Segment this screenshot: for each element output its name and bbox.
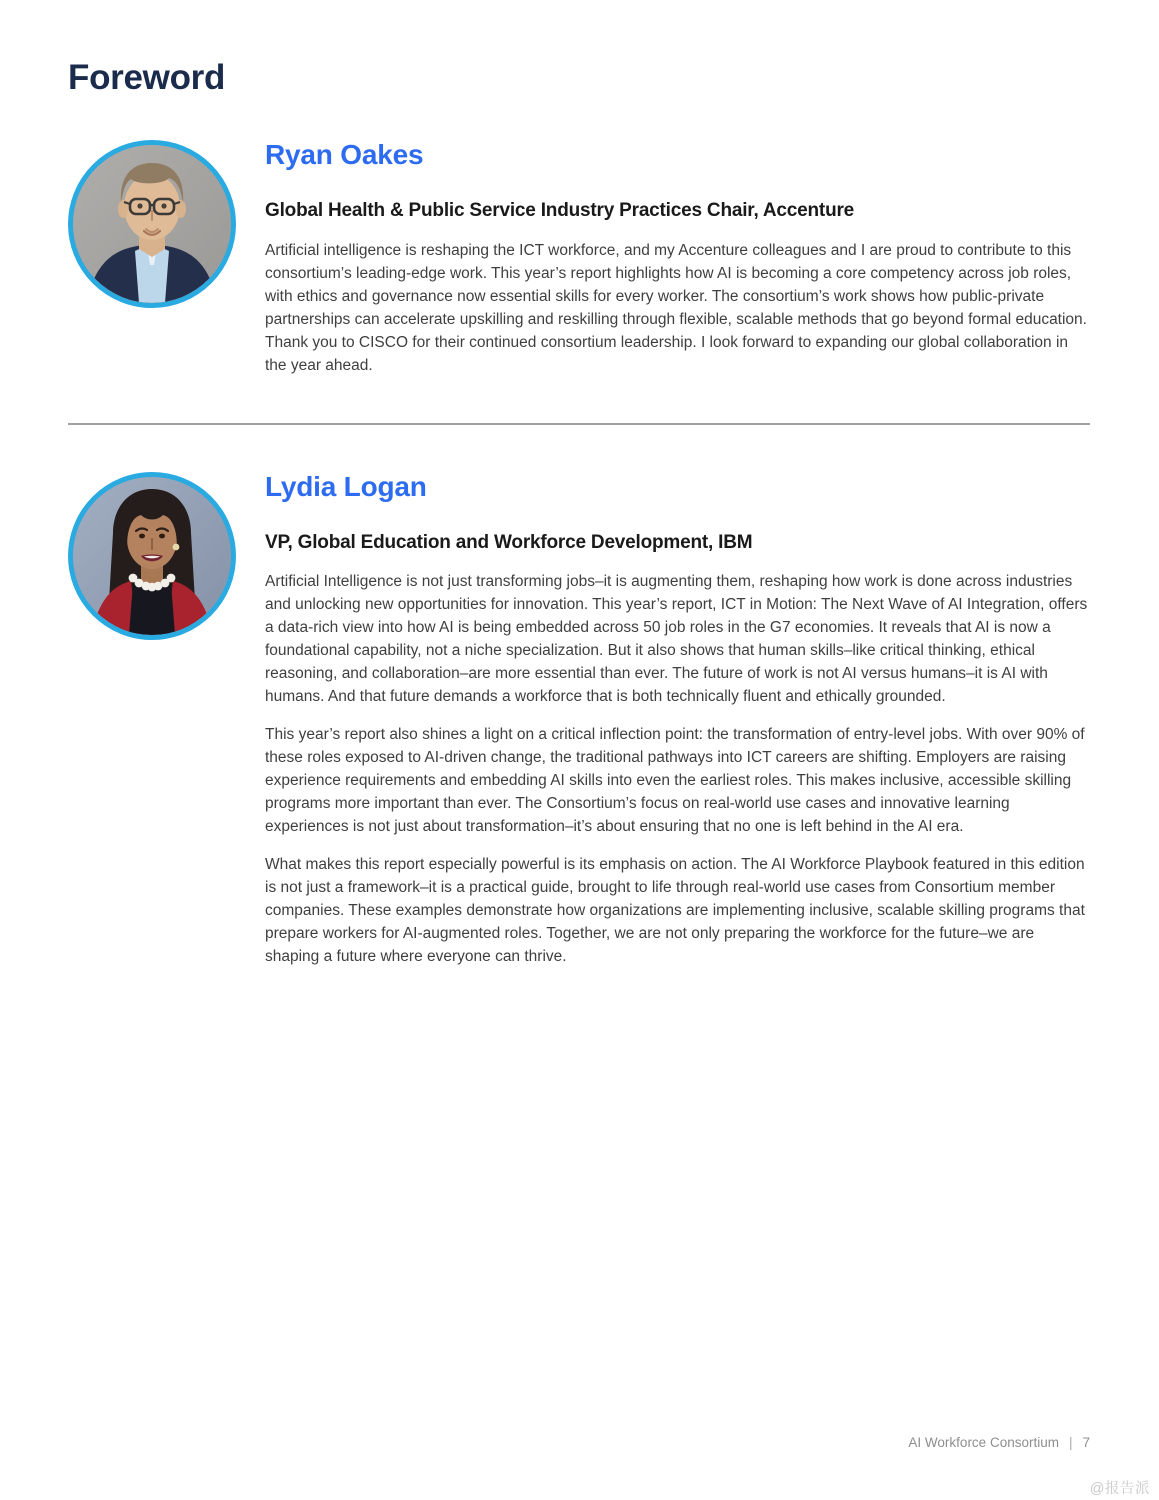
footer-report-name: AI Workforce Consortium (908, 1435, 1059, 1450)
author-bio (265, 239, 1090, 377)
footer-page-number: 7 (1082, 1435, 1090, 1450)
bio-paragraph: Artificial intelligence is reshaping the ICT workforce, and my Accenture colleagues and I are proud to contribute to this consortium’s leading-edge work. This year’s report highlights how AI is becoming a core competency across job roles, with ethics and governance now essential skills for every worker. The consortium’s work shows how public-private partnerships can accelerate upskilling and reskilling through flexible, scalable methods that go beyond formal education. Thank you to CISCO for their continued consortium leadership. I look forward to expanding our global collaboration in the year ahead. (265, 241, 1087, 374)
author-role: Global Health & Public Service Industry Practices Chair, Accenture (265, 200, 855, 222)
ryan-oakes-portrait-illustration (73, 145, 231, 303)
author-name: Ryan Oakes (265, 139, 424, 171)
lydia-logan-portrait-illustration (73, 477, 231, 635)
bio-paragraph: This year’s report also shines a light on a critical inflection point: the transformation of entry-level jobs. With over 90% of these roles exposed to AI-driven change, the traditional pathways into ICT careers are shifting. Employers are raising experience requirements and embedding AI skills into even the earliest roles. This makes inclusive, accessible skilling programs more important than ever. The Consortium’s focus on real-world use cases and innovative learning experiences is not just about transformation–it’s about ensuring that no one is left behind in the AI era. (265, 726, 1085, 836)
ryan-oakes-text-block (236, 140, 1090, 377)
section-divider (68, 423, 1090, 425)
lydia-logan-text-block (236, 472, 1090, 969)
foreword-entry-ryan-oakes (68, 140, 1090, 377)
bio-paragraph: Artificial Intelligence is not just transforming jobs–it is augmenting them, reshaping how work is done across industries and unlocking new opportunities for innovation. This year’s report, ICT in Motion: The Next Wave of AI Integration, offers a data-rich view into how AI is being embedded across 50 job roles in the G7 economies. It reveals that AI is now a foundational capability, not a niche specialization. But it also shows that human skills–like critical thinking, ethical reasoning, and collaboration–are more essential than ever. The future of work is not AI versus humans–it is AI with humans. And that future demands a workforce that is both technically fluent and ethically grounded. (265, 573, 1088, 706)
watermark: @报告派 (1089, 1481, 1150, 1497)
footer-separator: | (1068, 1435, 1073, 1450)
author-bio (265, 570, 1090, 968)
lydia-logan-photo (68, 472, 236, 640)
ryan-oakes-photo (68, 140, 236, 308)
author-role: VP, Global Education and Workforce Development, IBM (265, 531, 753, 553)
page-footer (908, 1435, 1090, 1451)
bio-paragraph: What makes this report especially powerful is its emphasis on action. The AI Workforce Playbook featured in this edition is not just a framework–it is a practical guide, brought to life through real-world use cases from Consortium member companies. These examples demonstrate how organizations are implementing inclusive, scalable skilling programs that prepare workers for AI-augmented roles. Together, we are not only preparing the workforce for the future–we are shaping a future where everyone can thrive. (265, 856, 1085, 966)
foreword-entry-lydia-logan (68, 472, 1090, 969)
page-title: Foreword (68, 58, 226, 97)
author-name: Lydia Logan (265, 470, 427, 502)
